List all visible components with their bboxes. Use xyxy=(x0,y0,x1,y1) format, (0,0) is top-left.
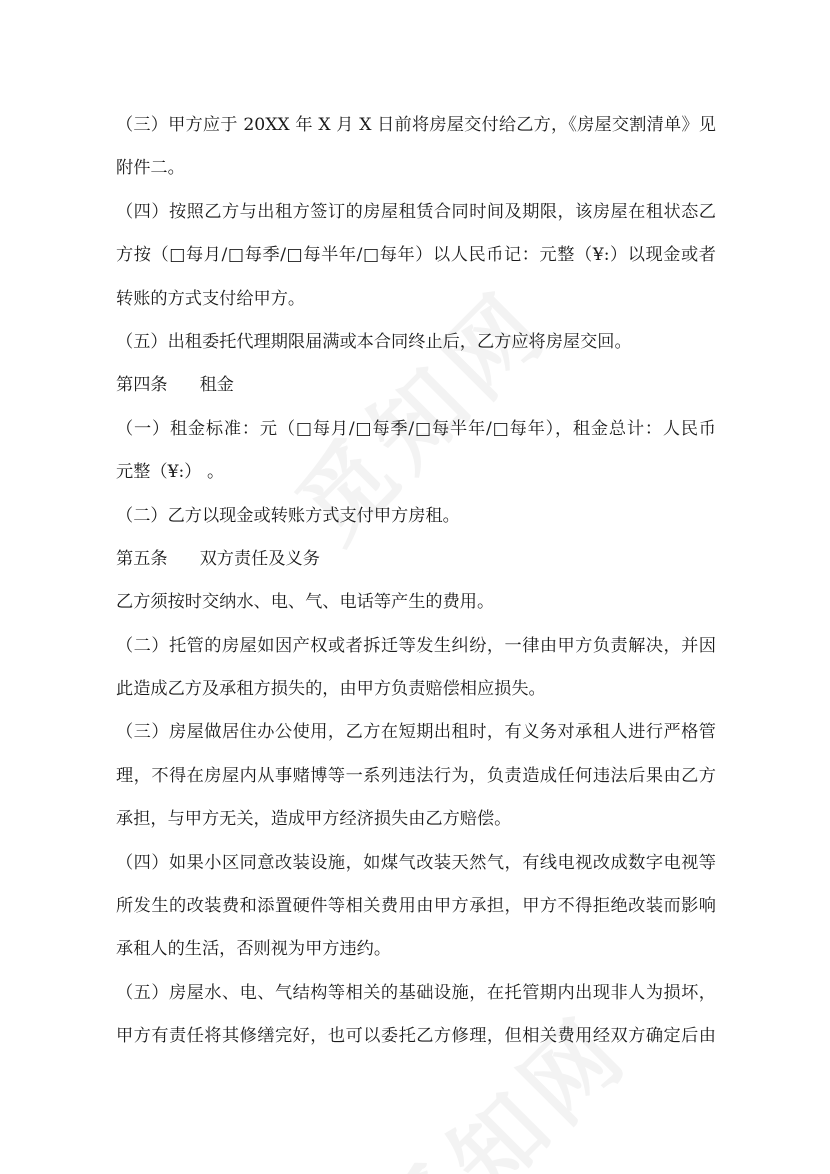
paragraph-line: 甲方有责任将其修缮完好，也可以委托乙方修理，但相关费用经双方确定后由 xyxy=(116,1026,716,1047)
article-number: 第五条 xyxy=(116,548,168,569)
paragraph-line: （五）出租委托代理期限届满或本合同终止后，乙方应将房屋交回。 xyxy=(116,331,632,352)
paragraph-line: 附件二。 xyxy=(116,158,185,179)
paragraph-line: （三）甲方应于 20XX 年 X 月 X 日前将房屋交付给乙方，《房屋交割清单》见 xyxy=(116,115,716,135)
paragraph-line: （四）如果小区同意改装设施，如煤气改装天然气，有线电视改成数字电视等 xyxy=(116,852,716,873)
paragraph-line: 理，不得在房屋内从事赌博等一系列违法行为，负责造成任何违法后果由乙方 xyxy=(116,765,716,786)
paragraph-line: 所发生的改装费和添置硬件等相关费用由甲方承担，甲方不得拒绝改装而影响 xyxy=(116,896,716,917)
article-heading xyxy=(116,364,716,407)
paragraph-line: 方按（□每月/□每季/□每半年/□每年）以人民币记：元整（¥:）以现金或者 xyxy=(116,245,716,266)
paragraph-line: （五）房屋水、电、气结构等相关的基础设施，在托管期内出现非人为损坏， xyxy=(116,982,716,1003)
paragraph-line: 承担，与甲方无关，造成甲方经济损失由乙方赔偿。 xyxy=(116,809,512,830)
paragraph-line: （二）托管的房屋如因产权或者拆迁等发生纠纷，一律由甲方负责解决，并因 xyxy=(116,635,716,656)
paragraph-line: 转账的方式支付给甲方。 xyxy=(116,288,306,309)
article-number: 第四条 xyxy=(116,375,168,396)
paragraph-line: （一）租金标准：元（□每月/□每季/□每半年/□每年），租金总计：人民币 xyxy=(116,418,716,439)
paragraph-line: 承租人的生活，否则视为甲方违约。 xyxy=(116,939,392,960)
paragraph-line: 此造成乙方及承租方损失的，由甲方负责赔偿相应损失。 xyxy=(116,679,546,700)
article-heading xyxy=(116,538,716,581)
document-body xyxy=(116,104,716,1059)
paragraph-line: 元整（¥:） 。 xyxy=(116,462,225,483)
paragraph-line: （三）房屋做居住办公使用，乙方在短期出租时，有义务对承租人进行严格管 xyxy=(116,722,716,743)
paragraph-line: （二）乙方以现金或转账方式支付甲方房租。 xyxy=(116,505,460,526)
paragraph-line: 乙方须按时交纳水、电、气、电话等产生的费用。 xyxy=(116,592,495,613)
paragraph-line: （四）按照乙方与出租方签订的房屋租赁合同时间及期限，该房屋在租状态乙 xyxy=(116,201,716,222)
article-title: 租金 xyxy=(199,375,234,396)
article-title: 双方责任及义务 xyxy=(199,548,320,569)
